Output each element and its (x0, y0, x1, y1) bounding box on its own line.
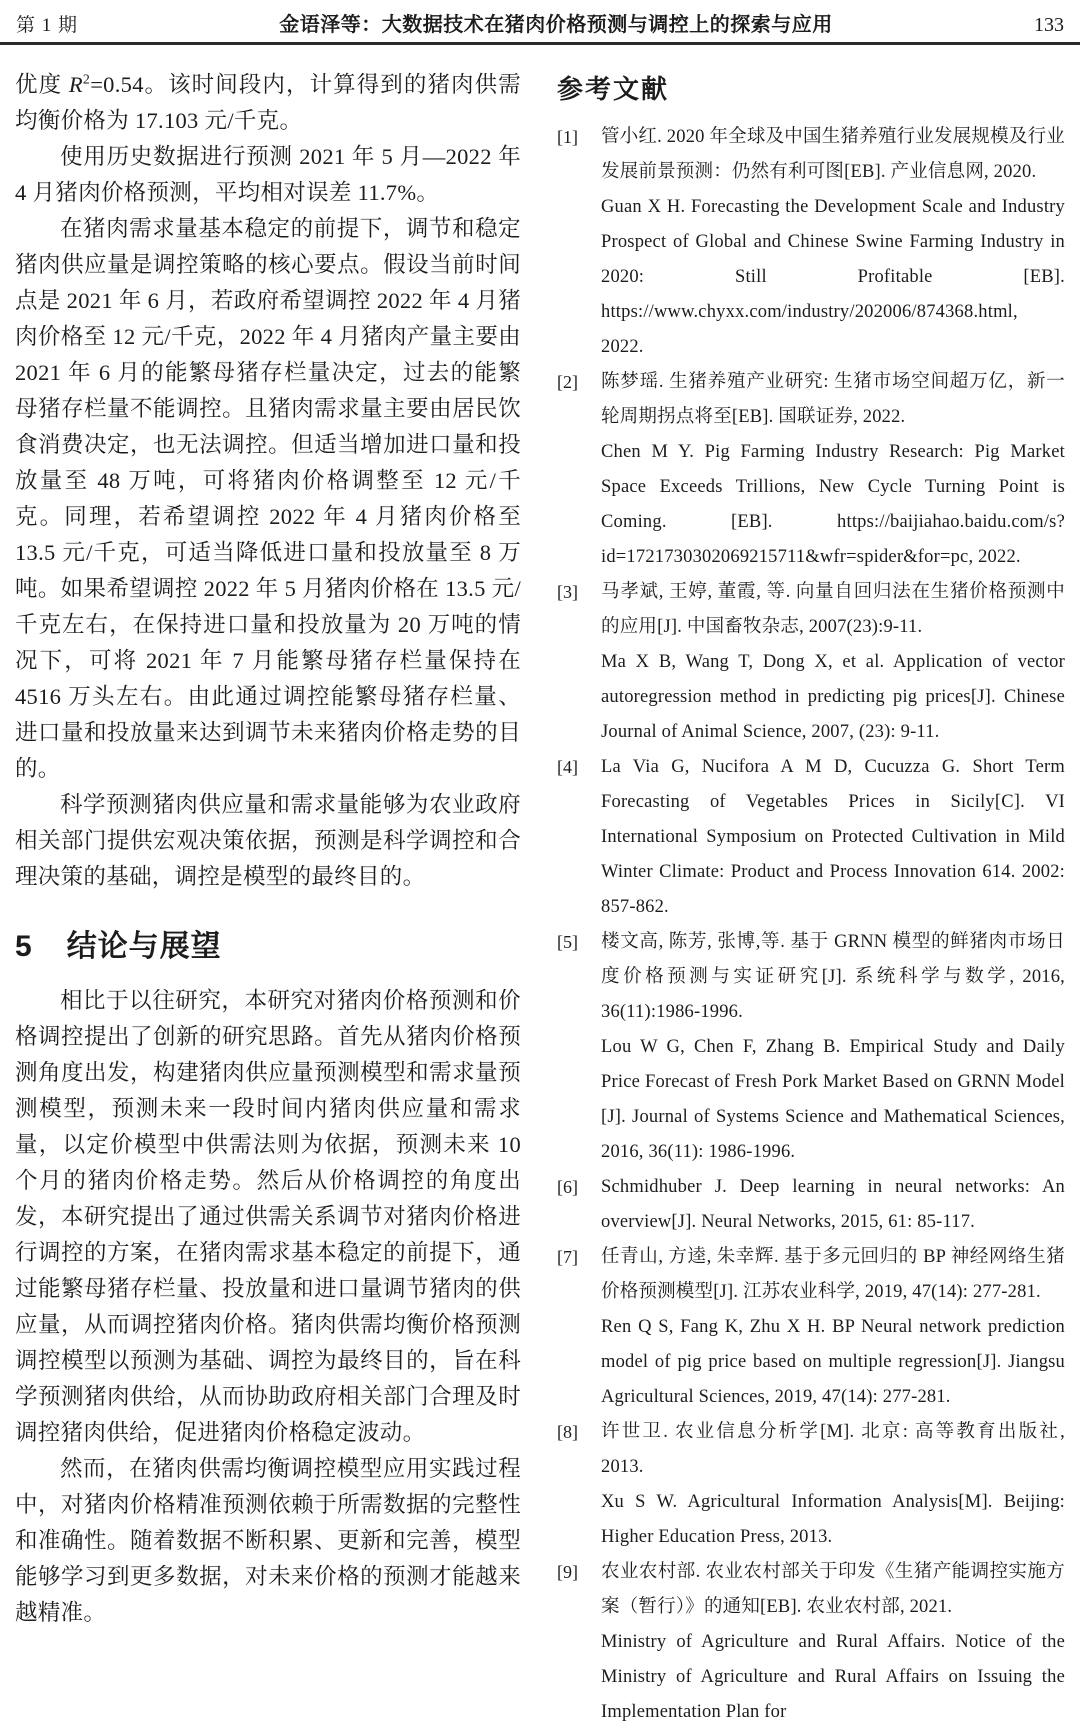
paragraph-continued (15, 67, 521, 139)
paragraph: 相比于以往研究，本研究对猪肉价格预测和价格调控提出了创新的研究思路。首先从猪肉价格预测角度出发，构建猪肉供应量预测模型和需求量预测模型，预测未来一段时间内猪肉供应量和需求量，以定价模型中供需法则为依据，预测未来 10 个月的猪肉价格走势。然后从价格调控的角度出发，本研究提出了通过供需关系调节对猪肉价格进行调控的方案，在猪肉需求基本稳定的前提下，通过能繁母猪存栏量、投放量和进口量调节猪肉的供应量，从而调控猪肉价格。猪肉供需均衡价格预测调控模型以预测为基础、调控为最终目的，旨在科学预测猪肉供给，从而协助政府相关部门合理及时调控猪肉供给，促进猪肉价格稳定波动。 (15, 988, 521, 1445)
reference-text-en: Ministry of Agriculture and Rural Affairs. Notice of the Ministry of Agriculture and Rural Affairs on Issuing the Implementation Plan for (601, 1632, 1065, 1722)
reference-body (601, 925, 1065, 1170)
reference-text-en: Chen M Y. Pig Farming Industry Research: Pig Market Space Exceeds Trillions, New Cycle Turning Point is Coming. [EB]. https://baijiahao.baidu.com/s?id=1721730302069215711&wfr=spider&for=pc, 2022. (601, 442, 1065, 567)
reference-body (601, 750, 1065, 925)
paragraph-text: =0.54。该时间段内，计算得到的猪肉供需均衡价格为 17.103 元/千克。 (15, 72, 521, 133)
section-number: 5 (15, 930, 33, 963)
reference-body (601, 365, 1065, 575)
reference-text-zh: 马孝斌, 王婷, 董霞, 等. 向量自回归法在生猪价格预测中的应用[J]. 中国畜牧杂志, 2007(23):9-11. (601, 582, 1065, 637)
reference-item (557, 925, 1065, 1170)
reference-body (601, 1555, 1065, 1730)
reference-number: [4] (557, 757, 578, 777)
r-squared-variable: R (68, 72, 83, 97)
reference-number: [7] (557, 1247, 578, 1267)
reference-text-en: Xu S W. Agricultural Information Analysis[M]. Beijing: Higher Education Press, 2013. (601, 1492, 1065, 1547)
reference-number: [1] (557, 127, 578, 147)
reference-body (601, 1240, 1065, 1415)
reference-body (601, 575, 1065, 750)
reference-body (601, 1170, 1065, 1240)
reference-item (557, 1170, 1065, 1240)
reference-body (601, 1415, 1065, 1555)
reference-text-zh: 任青山, 方逵, 朱幸辉. 基于多元回归的 BP 神经网络生猪价格预测模型[J]. 江苏农业科学, 2019, 47(14): 277-281. (601, 1247, 1065, 1302)
paragraph-text: 优度 (15, 72, 69, 97)
reference-item (557, 365, 1065, 575)
section-title: 结论与展望 (66, 930, 222, 963)
page-body (0, 45, 1080, 1730)
reference-number: [2] (557, 372, 578, 392)
reference-item (557, 1415, 1065, 1555)
paragraph: 在猪肉需求量基本稳定的前提下，调节和稳定猪肉供应量是调控策略的核心要点。假设当前时间点是 2021 年 6 月，若政府希望调控 2022 年 4 月猪肉价格至 12 元/千克，2022 年 4 月猪肉产量主要由 2021 年 6 月的能繁母猪存栏量决定，过去的能繁母猪存栏量不能调控。且猪肉需求量主要由居民饮食消费决定，也无法调控。但适当增加进口量和投放量至 48 万吨，可将猪肉价格调整至 12 元/千克。同理，若希望调控 2022 年 4 月猪肉价格至 13.5 元/千克，可适当降低进口量和投放量至 8 万吨。如果希望调控 2022 年 5 月猪肉价格在 13.5 元/千克左右，在保持进口量和投放量为 20 万吨的情况下，可将 2021 年 7 月能繁母猪存栏量保持在 4516 万头左右。由此通过调控能繁母猪存栏量、进口量和投放量来达到调节未来猪肉价格走势的目的。 (15, 216, 521, 781)
reference-item (557, 750, 1065, 925)
reference-number: [3] (557, 582, 578, 602)
paragraph: 然而，在猪肉供需均衡调控模型应用实践过程中，对猪肉价格精准预测依赖于所需数据的完整性和准确性。随着数据不断积累、更新和完善，模型能够学习到更多数据，对未来价格的预测才能越来越精准。 (15, 1456, 521, 1625)
reference-item (557, 575, 1065, 750)
reference-number: [8] (557, 1422, 578, 1442)
article-column (15, 67, 521, 1730)
header-issue: 第 1 期 (16, 15, 79, 36)
reference-text-zh: 陈梦瑶. 生猪养殖产业研究: 生猪市场空间超万亿，新一轮周期拐点将至[EB]. 国联证券, 2022. (601, 372, 1065, 427)
reference-text-en: Ma X B, Wang T, Dong X, et al. Application of vector autoregression method in predicting pig prices[J]. Chinese Journal of Animal Science, 2007, (23): 9-11. (601, 652, 1065, 742)
references-column (557, 67, 1065, 1730)
paragraph: 科学预测猪肉供应量和需求量能够为农业政府相关部门提供宏观决策依据，预测是科学调控和合理决策的基础，调控是模型的最终目的。 (15, 792, 521, 889)
header-running-title: 金语泽等：大数据技术在猪肉价格预测与调控上的探索与应用 (279, 14, 833, 36)
reference-text-zh: 许世卫. 农业信息分析学[M]. 北京: 高等教育出版社, 2013. (601, 1422, 1065, 1477)
reference-text-en: La Via G, Nucifora A M D, Cucuzza G. Short Term Forecasting of Vegetables Prices in Sicily[C]. VI International Symposium on Protected Cultivation in Mild Winter Climate: Product and Process Innovation 614. 2002: 857-862. (601, 757, 1065, 917)
reference-item (557, 1240, 1065, 1415)
reference-text-zh: 农业农村部. 农业农村部关于印发《生猪产能调控实施方案（暂行）》的通知[EB]. 农业农村部, 2021. (601, 1562, 1065, 1617)
reference-text-zh: 楼文高, 陈芳, 张博,等. 基于 GRNN 模型的鲜猪肉市场日度价格预测与实证研究[J]. 系统科学与数学, 2016, 36(11):1986-1996. (601, 932, 1065, 1022)
reference-text-en: Ren Q S, Fang K, Zhu X H. BP Neural network prediction model of pig price based on multiple regression[J]. Jiangsu Agricultural Sciences, 2019, 47(14): 277-281. (601, 1317, 1065, 1407)
references-heading: 参考文献 (557, 74, 670, 104)
reference-body (601, 120, 1065, 365)
section-heading (15, 921, 521, 965)
reference-text-en: Lou W G, Chen F, Zhang B. Empirical Study and Daily Price Forecast of Fresh Pork Market Based on GRNN Model [J]. Journal of Systems Science and Mathematical Sciences, 2016, 36(11): 1986-1996. (601, 1037, 1065, 1162)
reference-item (557, 1555, 1065, 1730)
reference-item (557, 120, 1065, 365)
reference-text-zh: 管小红. 2020 年全球及中国生猪养殖行业发展规模及行业发展前景预测：仍然有利可图[EB]. 产业信息网, 2020. (601, 127, 1065, 182)
reference-number: [9] (557, 1562, 578, 1582)
reference-text-en: Schmidhuber J. Deep learning in neural networks: An overview[J]. Neural Networks, 2015, 61: 85-117. (601, 1177, 1065, 1232)
reference-number: [6] (557, 1177, 578, 1197)
paragraph: 使用历史数据进行预测 2021 年 5 月—2022 年 4 月猪肉价格预测，平均相对误差 11.7%。 (15, 144, 521, 205)
page-header (0, 0, 1080, 45)
r-squared-exponent: 2 (82, 72, 91, 88)
reference-number: [5] (557, 932, 578, 952)
header-page-number: 133 (1033, 14, 1064, 36)
reference-text-en: Guan X H. Forecasting the Development Scale and Industry Prospect of Global and Chinese Swine Farming Industry in 2020: Still Profitable [EB]. https://www.chyxx.com/industry/202006/874368.html, 2022. (601, 197, 1065, 357)
reference-list (557, 120, 1065, 1730)
